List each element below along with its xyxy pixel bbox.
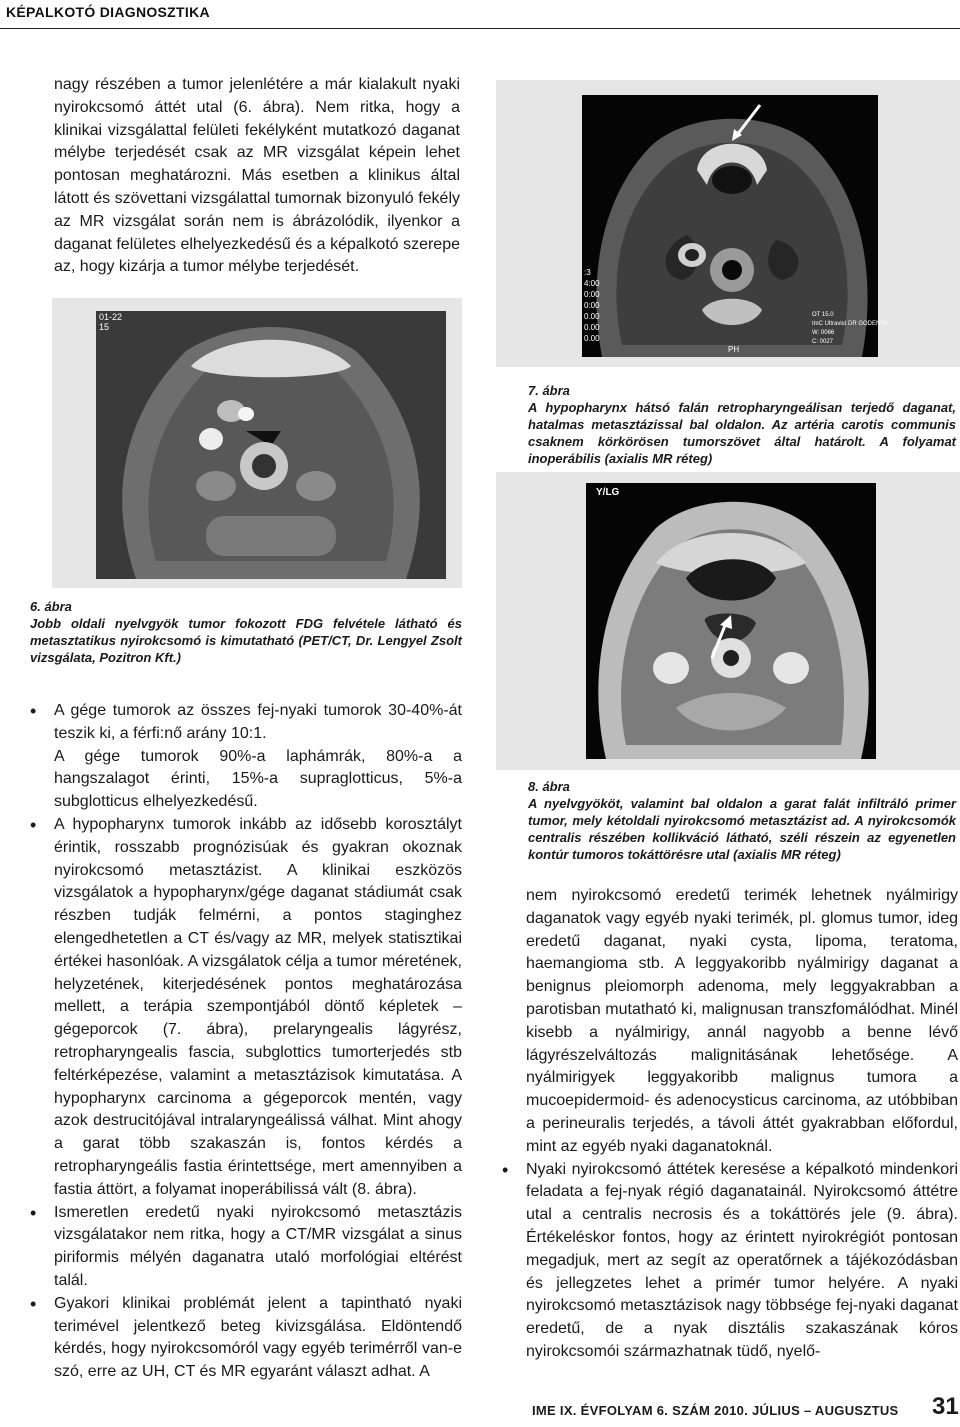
fig8-overlay-text: Y/LG (596, 487, 620, 498)
fig7-overlay-text: :3 (584, 268, 591, 277)
bullet-item: • A hypopharynx tumorok inkább az idősebb korosztályt érintik, rosszabb prognózisúak és gyakran okoznak nyirokcsomó metasztázist. A klinikai eszközös vizsgálatok a hypopharynx/gége daganat stádiumát csak részben tudják felmérni, a pontos staginghez elengedhetetlen a CT és/vagy az MR, melyek statisztikai értékei hasonlóak. A vizsgálatok célja a tumor méretének, helyzetének, kiterjedésének pontos meghatározása mellett, a terápia szempontjából döntő képletek – gégeporcok (7. ábra), prelaryngealis lágyrész, retropharyngealis fascia, subglottics tumorterjedés stb feltérképezése, valamint a metasztázisok kimutatása. A hypopharynx carcinoma a gégeporcok mentén, vagy azok destrucitójával intralaryngeálissá válhat. Mint ahogy a garat több szakaszán is, fontos kérdés a retropharyngeális fastia érintettsége, mert amennyiben a fastia áttört, a folyamat inoperábilissá vált (8. ábra). (30, 814, 462, 1202)
figure-7-caption (528, 382, 956, 467)
right-body (502, 885, 958, 1364)
header-rule (0, 28, 960, 29)
page-number: 31 (932, 1393, 959, 1420)
figure-7-text: A hypopharynx hátsó falán retropharyngeálisan terjedő daganat, hatalmas metasztázissal bal oldalon. Az artéria carotis communis csaknem körkörösen tumorszövet által határolt. A folyamat inoperábilis (axialis MR réteg) (528, 400, 956, 466)
fig7-overlay-text: 4:00 (584, 279, 600, 288)
intro-paragraph: nagy részében a tumor jelenlétére a már kialakult nyaki nyirokcsomó áttét utal (6. ábra). Nem ritka, hogy a klinikai vizsgálattal felületi fekélyként mutatkozó daganat mélybe terjedését csak az MR vizsgálat képein lehet pontosan meghatározni. Más esetben a klinikus által látott és szövettani vizsgálattal tumornak bizonyuló fekély az MR vizsgálat során nem is ábrázolódik, ilyenkor a daganat felületes elhelyezkedésű és a képalkotó szerepe az, hogy kizárja a tumor mélybe terjedését. (54, 76, 460, 276)
figure-6-number: 6. ábra (30, 599, 72, 614)
right-paragraph: nem nyirokcsomó eredetű terimék lehetnek nyálmirigy daganatok vagy egyéb nyaki terimék, pl. glomus tumor, ideg eredetű daganat, nyaki cysta, lipoma, teratoma, haemangioma stb. A leggyakoribb nyálmirigy daganat a benignus pleiomorph adenoma, mely leggyakrabban a parotisban mutatható ki, malignusan transzfomálódhat. Minél kisebb a nyálmirigy, annál nagyobb a benne lévő lágyrészelváltozás malignitásának lehetősége. A nyálmirigyek leggyakoribb malignus tumora a mucoepidermoid- és adenocysticus carcinoma, az utóbbiban a perineuralis terjedés, a távoli áttét gyakrabban előfordul, mint az egyéb nyaki daganatoknál. (526, 887, 958, 1155)
section-title: KÉPALKOTÓ DIAGNOSZTIKA (6, 4, 210, 20)
bullet-continuation: A gége tumorok 90%-a laphámrák, 80%-a a hangszalagot érinti, 15%-a supraglotticus, 5%-a subglotticus elhelyezkedésű. (54, 747, 462, 811)
figure-8-image (586, 483, 876, 759)
fig7-overlay-text: OT 15.0 (812, 312, 834, 318)
figure-6-image (96, 311, 446, 579)
fig6-overlay-text: 15 (99, 322, 110, 332)
figure-6-caption (30, 598, 462, 666)
bullet-item: • Gyakori klinikai problémát jelent a tapintható nyaki terimével jelentkező beteg kivizsgálása. Eldöntendő kérdés, hogy nyirokcsomóról vagy egyéb terimérről van-e szó, erre az UH, CT és MR egyaránt választ adhat. A (30, 1293, 462, 1384)
bullet-item: • Ismeretlen eredetű nyaki nyirokcsomó metasztázis vizsgálatakor nem ritka, hogy a CT/MR vizsgálat a sinus piriformis mélyén daganatra utaló morfológiai eltérést talál. (30, 1202, 462, 1293)
journal-footer: IME IX. ÉVFOLYAM 6. SZÁM 2010. JÚLIUS – AUGUSZTUS (532, 1403, 899, 1418)
fig7-overlay-text: 0:00 (584, 301, 600, 310)
fig7-overlay-text: 0.00 (584, 334, 600, 343)
fig7-overlay-text: PH (728, 345, 740, 354)
figure-8-text: A nyelvgyököt, valamint bal oldalon a garat falát infiltráló primer tumor, mely kétoldali nyirokcsomó metasztázist ad. A nyirokcsomók centralis részében kollikváció látható, széli részein az egyenetlen kontúr tumoros tokáttörésre utal (axialis MR réteg) (528, 796, 956, 862)
fig7-overlay-text: 0.00 (584, 323, 600, 332)
fig7-overlay-text: ImC Ultravist DR GODENYA (812, 321, 888, 327)
fig7-overlay-text: C: 0027 (812, 339, 834, 345)
bullet-item: • Nyaki nyirokcsomó áttétek keresése a képalkotó mindenkori feladata a fej-nyak régió daganatainál. Nyirokcsomó áttétre utal a centralis necrosis és a tokáttörés jele (9. ábra). Értékeléskor fontos, hogy az érintett nyirokrégiót pontosan megadjuk, mert az segít az operatőrnek a tájékozódásban és jellegzetes lehet a primér tumor helyére. A nyaki nyirokcsomó metasztázisok nagy többsége fej-nyaki daganat eredetű, de a nyak disztális szakaszának kóros nyirokcsomói származhatnak tüdő, nyelő- (502, 1159, 958, 1364)
fig6-overlay-text: 01-22 (99, 312, 123, 322)
left-bullets (30, 700, 462, 1384)
figure-8-number: 8. ábra (528, 779, 570, 794)
figure-8-caption (528, 778, 956, 863)
fig7-overlay-text: 0.00 (584, 312, 600, 321)
figure-6-text: Jobb oldali nyelvgyök tumor fokozott FDG felvétele látható és metasztatikus nyirokcsomó is kimutatható (PET/CT, Dr. Lengyel Zsolt vizsgálata, Pozitron Kft.) (30, 616, 462, 665)
figure-7-image (582, 95, 888, 357)
bullet-item: • A gége tumorok az összes fej-nyaki tumorok 30-40%-át teszik ki, a férfi:nő arány 10:1. (30, 700, 462, 746)
figure-7-number: 7. ábra (528, 383, 570, 398)
fig7-overlay-text: 0:00 (584, 290, 600, 299)
fig7-overlay-text: W: 0066 (812, 330, 835, 336)
